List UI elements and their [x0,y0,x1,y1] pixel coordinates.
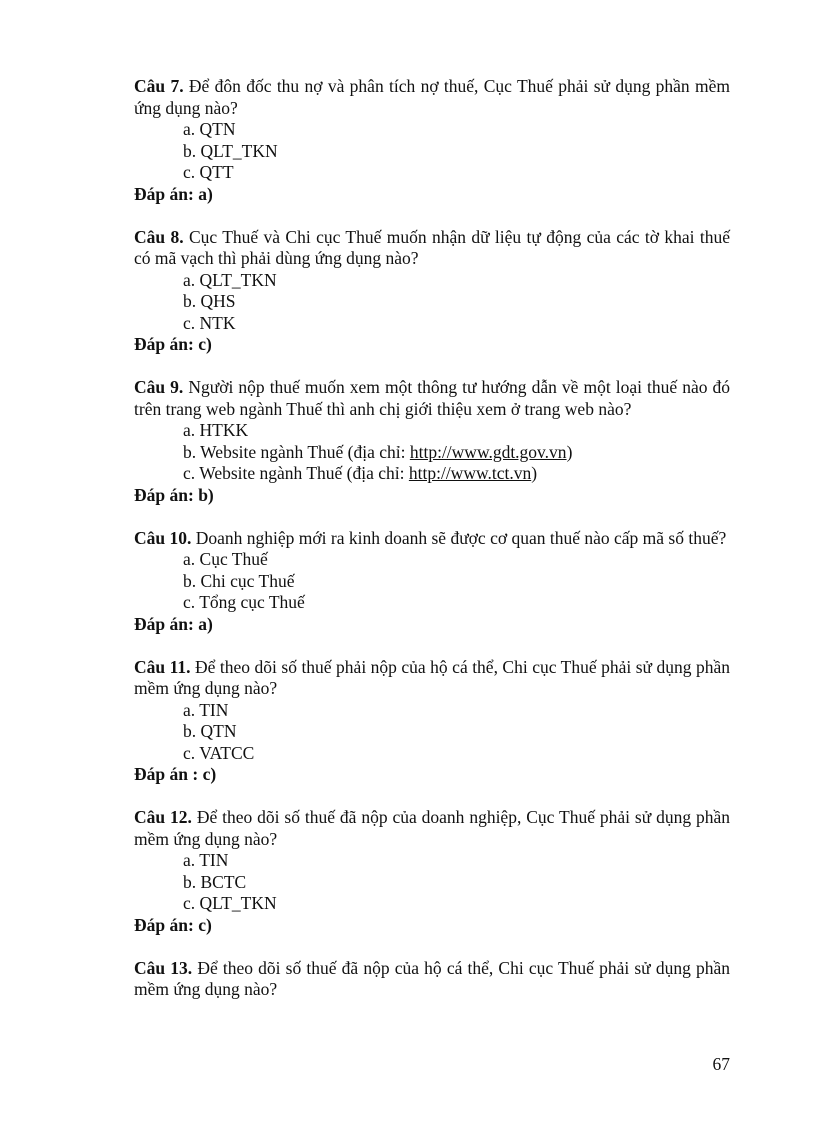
option-a: a. QLT_TKN [183,269,277,290]
answer [134,915,730,937]
question-13-text [134,958,730,1001]
answer [134,764,730,786]
answer-value: b) [198,484,214,505]
option-a: a. HTKK [183,420,249,440]
options-list [134,420,730,485]
answer-value: c) [198,334,212,354]
option-b: b. QHS [183,291,236,311]
question-label: Câu 12. [134,807,192,827]
question-list [134,76,730,1022]
option-c: c. NTK [183,312,236,333]
options-list [134,700,730,765]
question-label: Câu 9. [134,377,184,397]
question-body: Doanh nghiệp mới ra kinh doanh sẽ được cơ quan thuế nào cấp mã số thuế? [195,527,727,548]
gdt-website-link[interactable]: http://www.gdt.gov.vn [409,441,567,462]
question-body: Người nộp thuế muốn xem một thông tư hướng dẫn về một loại thuế nào đó trên trang web ngành Thuế thì anh chị giới thiệu xem ở trang web nào? [134,377,731,419]
question-13 [134,958,730,1001]
options-list [134,549,730,614]
answer-value: a) [198,613,213,634]
question-12-text [134,807,730,850]
tct-website-link[interactable]: http://www.tct.vn [408,463,532,483]
answer-value: c) [202,764,217,784]
question-9-text [134,377,730,420]
question-body: Để theo dõi số thuế phải nộp của hộ cá thể, Chi cục Thuế phải sử dụng phần mềm ứng dụng nào? [134,656,731,698]
answer [134,485,730,507]
question-7-text [134,76,730,119]
option-text: b. Website ngành Thuế (địa chỉ: [183,441,410,462]
question-body: Để theo dõi số thuế đã nộp của hộ cá thể, Chi cục Thuế phải sử dụng phần mềm ứng dụng nào? [134,957,730,999]
option-c: c. VATCC [183,742,255,763]
question-11-text [134,657,730,700]
answer-label: Đáp án: [134,613,194,634]
question-label: Câu 11. [134,656,191,677]
question-11 [134,657,730,786]
options-list [134,119,730,184]
answer [134,614,730,636]
answer-label: Đáp án: [134,334,194,354]
question-body: Để đôn đốc thu nợ và phân tích nợ thuế, Cục Thuế phải sử dụng phần mềm ứng dụng nào? [134,76,730,118]
question-label: Câu 13. [134,957,193,978]
question-8 [134,227,730,356]
question-10 [134,528,730,636]
options-list [134,850,730,915]
question-body: Cục Thuế và Chi cục Thuế muốn nhận dữ liệu tự động của các tờ khai thuế có mã vạch thì phải dùng ứng dụng nào? [134,226,730,268]
question-label: Câu 7. [134,76,184,96]
question-label: Câu 10. [134,527,192,548]
question-body: Để theo dõi số thuế đã nộp của doanh nghiệp, Cục Thuế phải sử dụng phần mềm ứng dụng nào? [134,807,731,849]
option-suffix: ) [531,463,538,483]
question-12 [134,807,730,936]
option-text: c. Website ngành Thuế (địa chỉ: [183,463,409,483]
option-a: a. TIN [183,850,229,870]
answer-value: c) [198,914,212,935]
option-c: c. Tổng cục Thuế [183,592,305,612]
option-c: c. QLT_TKN [183,893,277,913]
question-10-text [134,528,730,550]
option-b: b. QTN [183,721,237,741]
answer-label: Đáp án: [134,183,194,204]
option-b: b. QLT_TKN [183,140,278,161]
options-list [134,270,730,335]
answer-label: Đáp án: [134,484,194,505]
page-number: 67 [712,1054,730,1074]
option-a: a. Cục Thuế [183,549,268,569]
option-suffix: ) [566,441,573,462]
option-b: b. BCTC [183,871,247,892]
answer-value: a) [198,183,213,204]
option-b: b. Chi cục Thuế [183,570,295,591]
question-label: Câu 8. [134,226,184,247]
option-b [134,442,730,464]
question-9 [134,377,730,506]
answer-label: Đáp án: [134,914,194,935]
question-7 [134,76,730,205]
option-c [134,463,730,485]
answer [134,184,730,206]
option-c: c. QTT [183,162,234,182]
option-a: a. QTN [183,119,236,139]
option-a: a. TIN [183,699,229,720]
answer [134,334,730,356]
answer-label: Đáp án : [134,764,199,784]
question-8-text [134,227,730,270]
